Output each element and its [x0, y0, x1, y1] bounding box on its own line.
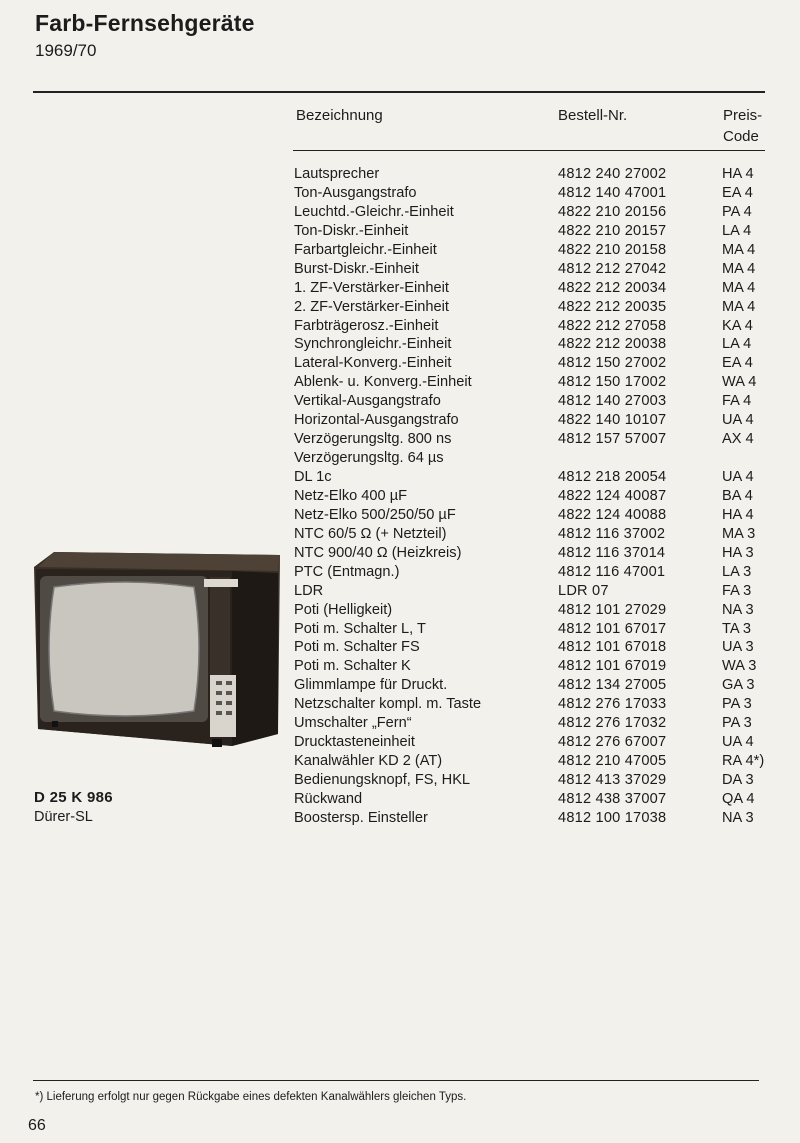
price-code: TA 3	[722, 620, 751, 637]
table-row	[294, 487, 774, 506]
price-code: KA 4	[722, 317, 753, 334]
price-code: UA 4	[722, 734, 754, 751]
price-code: QA 4	[722, 790, 755, 807]
table-row	[294, 733, 774, 752]
order-number: 4812 157 57007	[558, 431, 667, 448]
column-header-code-line1: Preis-	[723, 107, 763, 124]
price-code: WA 4	[722, 374, 757, 391]
order-number: 4812 276 17032	[558, 715, 667, 732]
part-name: Lautsprecher	[294, 166, 380, 182]
price-code: AX 4	[722, 431, 754, 448]
part-name: Netzschalter kompl. m. Taste	[294, 696, 482, 713]
table-row	[294, 279, 774, 298]
top-rule	[33, 91, 765, 93]
table-row	[294, 317, 774, 336]
table-row	[294, 563, 774, 582]
header-rule	[293, 150, 765, 151]
order-number: 4812 150 27002	[558, 355, 667, 372]
order-number: 4822 210 20156	[558, 203, 667, 220]
order-number: 4822 124 40088	[558, 506, 667, 523]
order-number: 4812 218 20054	[558, 469, 667, 485]
table-row	[294, 714, 774, 733]
price-code: HA 3	[722, 544, 754, 561]
order-number: 4812 101 67018	[558, 639, 667, 656]
table-row	[294, 354, 774, 373]
order-number: 4812 150 17002	[558, 374, 667, 391]
order-number: 4812 140 27003	[558, 393, 667, 410]
price-code: HA 4	[722, 166, 754, 182]
part-name: Bedienungsknopf, FS, HKL	[294, 772, 471, 788]
footer-rule	[33, 1080, 759, 1081]
order-number: 4812 140 47001	[558, 184, 667, 201]
part-name: Burst-Diskr.-Einheit	[294, 260, 419, 277]
order-number: 4822 212 20038	[558, 336, 667, 353]
order-number: LDR 07	[558, 582, 609, 599]
part-name: Drucktasteneinheit	[294, 734, 415, 751]
price-code: NA 3	[722, 809, 754, 826]
order-number: 4822 210 20158	[558, 241, 667, 258]
price-code: LA 3	[722, 563, 752, 580]
table-row	[294, 582, 774, 601]
part-name: LDR	[294, 582, 324, 599]
price-code: MA 4	[722, 260, 756, 277]
page-title: Farb-Fernsehgeräte	[35, 10, 255, 36]
column-header-number: Bestell-Nr.	[558, 107, 628, 124]
part-name: DL 1c	[294, 469, 332, 485]
part-name: Verzögerungsltg. 800 ns	[294, 431, 452, 448]
table-row	[294, 335, 774, 354]
price-code: FA 3	[722, 582, 752, 599]
part-name: Ton-Ausgangstrafo	[294, 184, 417, 201]
table-row	[294, 430, 774, 449]
table-row	[294, 525, 774, 544]
table-row	[294, 260, 774, 279]
price-code: RA 4*)	[722, 753, 765, 770]
table-row	[294, 809, 774, 828]
table-row	[294, 620, 774, 639]
column-header-name: Bezeichnung	[296, 107, 383, 124]
price-code: UA 4	[722, 412, 754, 429]
price-code: HA 4	[722, 506, 754, 523]
order-number: 4812 413 37029	[558, 772, 667, 788]
order-number: 4822 210 20157	[558, 222, 667, 239]
order-number: 4812 101 67019	[558, 658, 667, 675]
order-number: 4812 101 67017	[558, 620, 667, 637]
table-row	[294, 638, 774, 657]
part-name: Poti m. Schalter L, T	[294, 620, 426, 637]
order-number: 4812 276 67007	[558, 734, 667, 751]
part-name: Synchrongleichr.-Einheit	[294, 336, 452, 353]
order-number: 4822 212 20034	[558, 279, 667, 296]
price-code: MA 4	[722, 279, 756, 296]
price-code: PA 3	[722, 696, 752, 713]
price-code: MA 4	[722, 298, 756, 315]
price-code: MA 3	[722, 525, 756, 542]
order-number: 4812 240 27002	[558, 166, 667, 182]
part-name: Poti (Helligkeit)	[294, 601, 393, 618]
price-code: LA 4	[722, 336, 752, 353]
parts-table	[294, 165, 774, 828]
table-row	[294, 790, 774, 809]
part-name: Kanalwähler KD 2 (AT)	[294, 753, 443, 770]
price-code: FA 4	[722, 393, 752, 410]
part-name: Farbträgerosz.-Einheit	[294, 317, 439, 334]
table-row	[294, 657, 774, 676]
table-row	[294, 165, 774, 184]
order-number: 4812 438 37007	[558, 790, 667, 807]
part-name: Rückwand	[294, 790, 363, 807]
order-number: 4812 116 47001	[558, 563, 666, 580]
order-number: 4812 210 47005	[558, 753, 667, 770]
order-number: 4822 124 40087	[558, 487, 667, 504]
order-number: 4812 134 27005	[558, 677, 667, 694]
table-row	[294, 222, 774, 241]
order-number: 4812 116 37002	[558, 525, 666, 542]
table-row	[294, 203, 774, 222]
table-row	[294, 449, 774, 468]
table-row	[294, 373, 774, 392]
table-row	[294, 506, 774, 525]
price-code: PA 4	[722, 203, 752, 220]
footnote: *) Lieferung erfolgt nur gegen Rückgabe eines defekten Kanalwählers gleichen Typs.	[35, 1091, 467, 1103]
page-number: 66	[28, 1117, 46, 1134]
table-row	[294, 544, 774, 563]
part-name: Netz-Elko 400 µF	[294, 487, 408, 504]
table-row	[294, 392, 774, 411]
price-code: UA 4	[722, 469, 754, 485]
table-row	[294, 411, 774, 430]
tv-illustration	[32, 549, 282, 754]
part-name: Poti m. Schalter K	[294, 658, 411, 675]
part-name: Poti m. Schalter FS	[294, 639, 420, 656]
table-row	[294, 184, 774, 203]
part-name: Boostersp. Einsteller	[294, 809, 428, 826]
price-code: NA 3	[722, 601, 754, 618]
part-name: Umschalter „Fern“	[294, 715, 412, 732]
table-row	[294, 752, 774, 771]
part-name: Lateral-Konverg.-Einheit	[294, 355, 452, 372]
part-name: Ablenk- u. Konverg.-Einheit	[294, 374, 472, 391]
part-name: Glimmlampe für Druckt.	[294, 677, 448, 694]
table-row	[294, 241, 774, 260]
order-number: 4812 100 17038	[558, 809, 667, 826]
price-code: MA 4	[722, 241, 756, 258]
part-name: Ton-Diskr.-Einheit	[294, 222, 409, 239]
table-row	[294, 771, 774, 790]
price-code: LA 4	[722, 222, 752, 239]
part-name: PTC (Entmagn.)	[294, 563, 400, 580]
price-code: PA 3	[722, 715, 752, 732]
part-name: 1. ZF-Verstärker-Einheit	[294, 279, 449, 296]
page-subtitle: 1969/70	[35, 41, 97, 60]
model-name: Dürer-SL	[34, 809, 93, 825]
part-name: Verzögerungsltg. 64 µs	[294, 450, 444, 467]
table-row	[294, 601, 774, 620]
part-name: Farbartgleichr.-Einheit	[294, 241, 437, 258]
part-name: Vertikal-Ausgangstrafo	[294, 393, 441, 410]
price-code: DA 3	[722, 772, 754, 788]
order-number: 4822 140 10107	[558, 412, 667, 429]
part-name: 2. ZF-Verstärker-Einheit	[294, 298, 449, 315]
part-name: NTC 60/5 Ω (+ Netzteil)	[294, 525, 447, 542]
order-number: 4822 212 27058	[558, 317, 667, 334]
part-name: Horizontal-Ausgangstrafo	[294, 412, 459, 429]
column-header-code	[723, 105, 762, 147]
price-code: GA 3	[722, 677, 755, 694]
price-code: BA 4	[722, 487, 753, 504]
part-name: Netz-Elko 500/250/50 µF	[294, 506, 456, 523]
order-number: 4812 212 27042	[558, 260, 667, 277]
column-header-code-line2: Code	[723, 128, 759, 145]
order-number: 4822 212 20035	[558, 298, 667, 315]
price-code: UA 3	[722, 639, 754, 656]
table-row	[294, 468, 774, 487]
price-code: EA 4	[722, 184, 753, 201]
price-code: EA 4	[722, 355, 753, 372]
order-number: 4812 116 37014	[558, 544, 666, 561]
order-number: 4812 276 17033	[558, 696, 667, 713]
part-name: Leuchtd.-Gleichr.-Einheit	[294, 203, 454, 220]
table-row	[294, 676, 774, 695]
part-name: NTC 900/40 Ω (Heizkreis)	[294, 544, 462, 561]
price-code: WA 3	[722, 658, 757, 675]
model-number: D 25 K 986	[34, 789, 113, 806]
table-row	[294, 298, 774, 317]
table-row	[294, 695, 774, 714]
order-number: 4812 101 27029	[558, 601, 667, 618]
